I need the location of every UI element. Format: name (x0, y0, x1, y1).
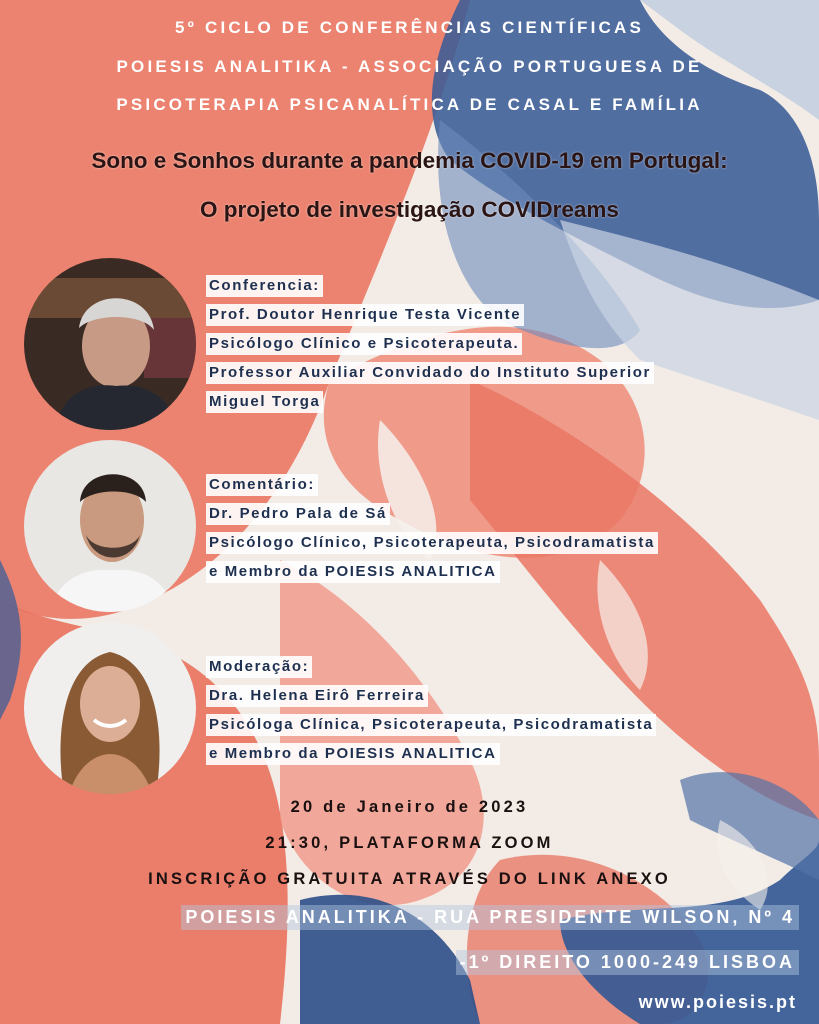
header-line-1: 5º CICLO DE CONFERÊNCIAS CIENTÍFICAS (175, 18, 644, 37)
header-line-2: POIESIS ANALITIKA - ASSOCIAÇÃO PORTUGUESA DE (116, 57, 703, 76)
event-registration: INSCRIÇÃO GRATUITA ATRAVÉS DO LINK ANEXO (148, 870, 671, 888)
header-line-3: PSICOTERAPIA PSICANALÍTICA DE CASAL E FAMÍLIA (116, 95, 703, 114)
address-line-2: -1º DIREITO 1000-249 LISBOA (456, 950, 799, 975)
speaker-3-name: Dra. Helena Eirô Ferreira (206, 685, 428, 707)
speaker-block-2 (206, 474, 658, 590)
event-title-line-1: Sono e Sonhos durante a pandemia COVID-19 em Portugal: (91, 148, 728, 173)
website-link[interactable]: www.poiesis.pt (638, 992, 797, 1012)
speaker-2-role: Comentário: (206, 474, 318, 496)
speaker-block-1 (206, 275, 654, 420)
event-date: 20 de Janeiro de 2023 (290, 798, 529, 816)
speaker-1-role: Conferencia: (206, 275, 323, 297)
speaker-2-name: Dr. Pedro Pala de Sá (206, 503, 390, 525)
speaker-2-desc-2: e Membro da POIESIS ANALITICA (206, 561, 500, 583)
speaker-photo-2 (24, 440, 196, 612)
speaker-3-desc-2: e Membro da POIESIS ANALITICA (206, 743, 500, 765)
speaker-block-3 (206, 656, 656, 772)
speaker-1-desc-3: Miguel Torga (206, 391, 323, 413)
address-line-1: POIESIS ANALITIKA - RUA PRESIDENTE WILSON, Nº 4 (181, 905, 799, 930)
speaker-photo-3 (24, 622, 196, 794)
event-time-place: 21:30, PLATAFORMA ZOOM (265, 834, 554, 852)
speaker-2-desc-1: Psicólogo Clínico, Psicoterapeuta, Psicodramatista (206, 532, 658, 554)
speaker-3-role: Moderação: (206, 656, 312, 678)
speaker-1-desc-2: Professor Auxiliar Convidado do Instituto Superior (206, 362, 654, 384)
speaker-1-name: Prof. Doutor Henrique Testa Vicente (206, 304, 524, 326)
speaker-3-desc-1: Psicóloga Clínica, Psicoterapeuta, Psicodramatista (206, 714, 656, 736)
speaker-1-desc-1: Psicólogo Clínico e Psicoterapeuta. (206, 333, 522, 355)
speaker-photo-1 (24, 258, 196, 430)
event-title-line-2: O projeto de investigação COVIDreams (200, 197, 619, 222)
